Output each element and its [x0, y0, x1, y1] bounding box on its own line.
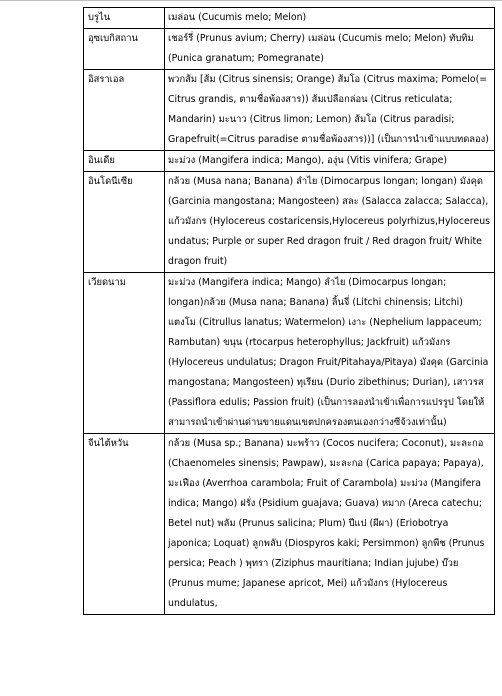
- fruit-list-cell: กล้วย (Musa nana; Banana) ลำไย (Dimocarpus longan; longan) มังคุด (Garcinia mangostana; Mangosteen) สละ (Salacca zalacca; Salacca), แก้วมังกร (Hylocereus costaricensis,Hylocereus polyrhizus,Hylocereus undatus; Purple or super Red dragon fruit / Red dragon fruit/ White dragon fruit): [165, 172, 495, 273]
- table-row: [84, 273, 495, 434]
- country-cell: เวียดนาม: [84, 273, 165, 434]
- fruit-list-cell: พวกส้ม [ส้ม (Citrus sinensis; Orange) ส้มโอ (Citrus maxima; Pomelo(= Citrus grandis, ตามชื่อพ้องสาร)) ส้มเปลือกล่อน (Citrus reticulata; Mandarin) มะนาว (Citrus limon; Lemon) ส้มโอ (Citrus paradisi; Grapefruit(=Citrus paradise ตามชื่อพ้องสาร))] (เป็นการนำเข้าแบบทดลอง): [165, 70, 495, 151]
- country-cell: อินโดนีเซีย: [84, 172, 165, 273]
- page-top-edge: [0, 0, 502, 1]
- table-row: [84, 151, 495, 172]
- country-cell: อินเดีย: [84, 151, 165, 172]
- table-row: [84, 8, 495, 29]
- country-cell: บรูไน: [84, 8, 165, 29]
- table-row: [84, 434, 495, 615]
- country-cell: อิสราเอล: [84, 70, 165, 151]
- fruit-list-cell: มะม่วง (Mangifera indica; Mango), องุ่น (Vitis vinifera; Grape): [165, 151, 495, 172]
- fruit-list-cell: กล้วย (Musa sp.; Banana) มะพร้าว (Cocos nucifera; Coconut), มะละกอ (Chaenomeles sinensis; Pawpaw), มะละกอ (Carica papaya; Papaya), มะเฟือง (Averrhoa carambola; Fruit of Carambola) มะม่วง (Mangifera indica; Mango) ฝรั่ง (Psidium guajava; Guava) หมาก (Areca catechu; Betel nut) พลัม (Prunus salicina; Plum) ปีแป (ผีผา) (Eriobotrya japonica; Loquat) ลูกพลับ (Diospyros kaki; Persimmon) ลูกพีช (Prunus persica; Peach ) พุทรา (Ziziphus mauritiana; Indian jujube) บ๊วย (Prunus mume; Japanese apricot, Mei) แก้วมังกร (Hylocereus undulatus,: [165, 434, 495, 615]
- table-row: [84, 70, 495, 151]
- fruit-list-cell: เชอร์รี่ (Prunus avium; Cherry) เมล่อน (Cucumis melo; Melon) ทับทิม (Punica granatum; Pomegranate): [165, 29, 495, 70]
- table-row: [84, 29, 495, 70]
- table-row: [84, 172, 495, 273]
- import-fruit-table: [83, 7, 495, 615]
- fruit-list-cell: เมล่อน (Cucumis melo; Melon): [165, 8, 495, 29]
- fruit-list-cell: มะม่วง (Mangifera indica; Mango) ลำไย (Dimocarpus longan; longan)กล้วย (Musa nana; Banana) ลิ้นจี่ (Litchi chinensis; Litchi) แตงโม (Citrullus lanatus; Watermelon) เงาะ (Nephelium lappaceum; Rambutan) ขนุน (rtocarpus heterophyllus; Jackfruit) แก้วมังกร (Hylocereus undulatus; Dragon Fruit/Pitahaya/Pitaya) มังคุด (Garcinia mangostana; Mangosteen) ทุเรียน (Durio zibethinus; Durian), เสาวรส (Passiflora edulis; Passion fruit) (เป็นการลองนำเข้าเพื่อการแปรรูป โดยให้สามารถนำเข้าผ่านด่านขายแดนเขตปกครองตนเองกว่างซีจ้วงเท่านั้น): [165, 273, 495, 434]
- country-cell: อุซเบกิสถาน: [84, 29, 165, 70]
- country-cell: จีนไต้หวัน: [84, 434, 165, 615]
